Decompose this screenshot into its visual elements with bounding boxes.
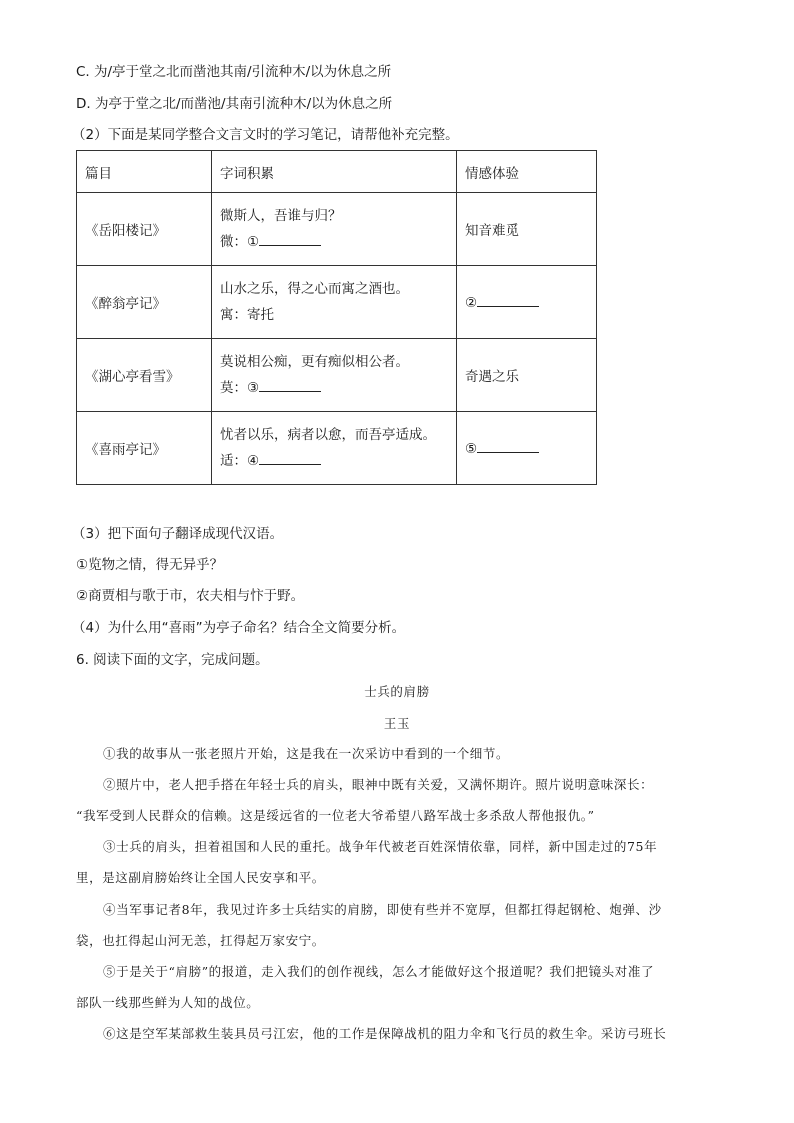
question-4-prompt: （4）为什么用“喜雨”为亭子命名？结合全文简要分析。	[72, 620, 406, 636]
row-note-text: 适：④	[220, 453, 260, 469]
article-paragraph: 部队一线那些鲜为人知的战位。	[76, 995, 260, 1010]
row-emotion	[457, 266, 597, 339]
row-sentence: 微斯人，吾谁与归？	[220, 208, 342, 224]
row-note	[220, 448, 448, 474]
article-paragraph: ⑤于是关于“肩膀”的报道，走入我们的创作视线，怎么才能做好这个报道呢？我们把镜头对准了	[103, 964, 655, 979]
row-words	[212, 193, 457, 266]
question-6-prompt: 6. 阅读下面的文字，完成问题。	[76, 652, 269, 668]
row-emotion: 奇遇之乐	[457, 339, 597, 412]
row-words	[212, 339, 457, 412]
article-paragraph: ②照片中，老人把手搭在年轻士兵的肩头，眼神中既有关爱，又满怀期许。照片说明意味深长：	[103, 777, 654, 792]
header-title: 篇目	[77, 151, 212, 193]
answer-blank	[477, 440, 539, 453]
article-title: 士兵的肩膀	[364, 684, 430, 699]
answer-blank	[259, 452, 321, 465]
row-emotion	[457, 412, 597, 485]
row-words	[212, 412, 457, 485]
row-sentence: 忧者以乐，病者以愈，而吾亭适成。	[220, 427, 436, 443]
row-note-text: 莫：③	[220, 380, 260, 396]
row-title: 《湖心亭看雪》	[77, 339, 212, 412]
question-3-sentence-2: ②商贾相与歌于市，农夫相与忭于野。	[76, 588, 305, 604]
article-author: 王玉	[383, 716, 411, 731]
question-3-sentence-1: ①览物之情，得无异乎？	[76, 557, 224, 573]
row-emotion-text: ②	[465, 294, 478, 311]
header-words: 字词积累	[212, 151, 457, 193]
table-row	[77, 266, 597, 339]
answer-blank	[259, 379, 321, 392]
article-paragraph: ③士兵的肩头，担着祖国和人民的重托。战争年代被老百姓深情依靠，同样，新中国走过的75年	[103, 839, 658, 854]
row-title: 《醉翁亭记》	[77, 266, 212, 339]
article-paragraph: ④当军事记者8年，我见过许多士兵结实的肩膀，即使有些并不宽厚，但都扛得起钢枪、炮弹、沙	[103, 902, 662, 917]
row-note: 寓：寄托	[220, 307, 274, 323]
table-row	[77, 412, 597, 485]
row-emotion: 知音难觅	[457, 193, 597, 266]
row-emotion-text: ⑤	[465, 440, 478, 457]
row-note	[220, 375, 448, 401]
article-paragraph: 里，是这副肩膀始终让全国人民安享和平。	[76, 870, 325, 885]
answer-blank	[477, 294, 539, 307]
question-2-prompt: （2）下面是某同学整合文言文时的学习笔记，请帮他补充完整。	[72, 127, 459, 143]
question-3-prompt: （3）把下面句子翻译成现代汉语。	[72, 526, 284, 542]
article-paragraph: ①我的故事从一张老照片开始，这是我在一次采访中看到的一个细节。	[103, 746, 510, 761]
answer-blank	[259, 233, 321, 246]
table-row	[77, 339, 597, 412]
row-words	[212, 266, 457, 339]
row-sentence: 莫说相公痴，更有痴似相公者。	[220, 354, 409, 370]
table-row	[77, 193, 597, 266]
header-emotion: 情感体验	[457, 151, 597, 193]
row-title: 《喜雨亭记》	[77, 412, 212, 485]
study-notes-table	[76, 150, 597, 485]
article-paragraph: 袋，也扛得起山河无恙，扛得起万家安宁。	[76, 933, 325, 948]
article-paragraph: “我军受到人民群众的信赖。这是绥远省的一位老大爷希望八路军战士多杀敌人帮他报仇。”	[76, 808, 595, 823]
row-note	[220, 229, 448, 255]
option-d: D. 为亭于堂之北/而凿池/其南引流种木/以为休息之所	[76, 96, 393, 112]
row-title: 《岳阳楼记》	[77, 193, 212, 266]
row-note-text: 微：①	[220, 234, 260, 250]
option-c: C. 为/亭于堂之北而凿池其南/引流种木/以为休息之所	[76, 64, 392, 80]
row-sentence: 山水之乐，得之心而寓之酒也。	[220, 281, 409, 297]
article-paragraph: ⑥这是空军某部救生装具员弓江宏，他的工作是保障战机的阻力伞和飞行员的救生伞。采访弓班长	[103, 1026, 667, 1041]
table-header-row	[77, 151, 597, 193]
